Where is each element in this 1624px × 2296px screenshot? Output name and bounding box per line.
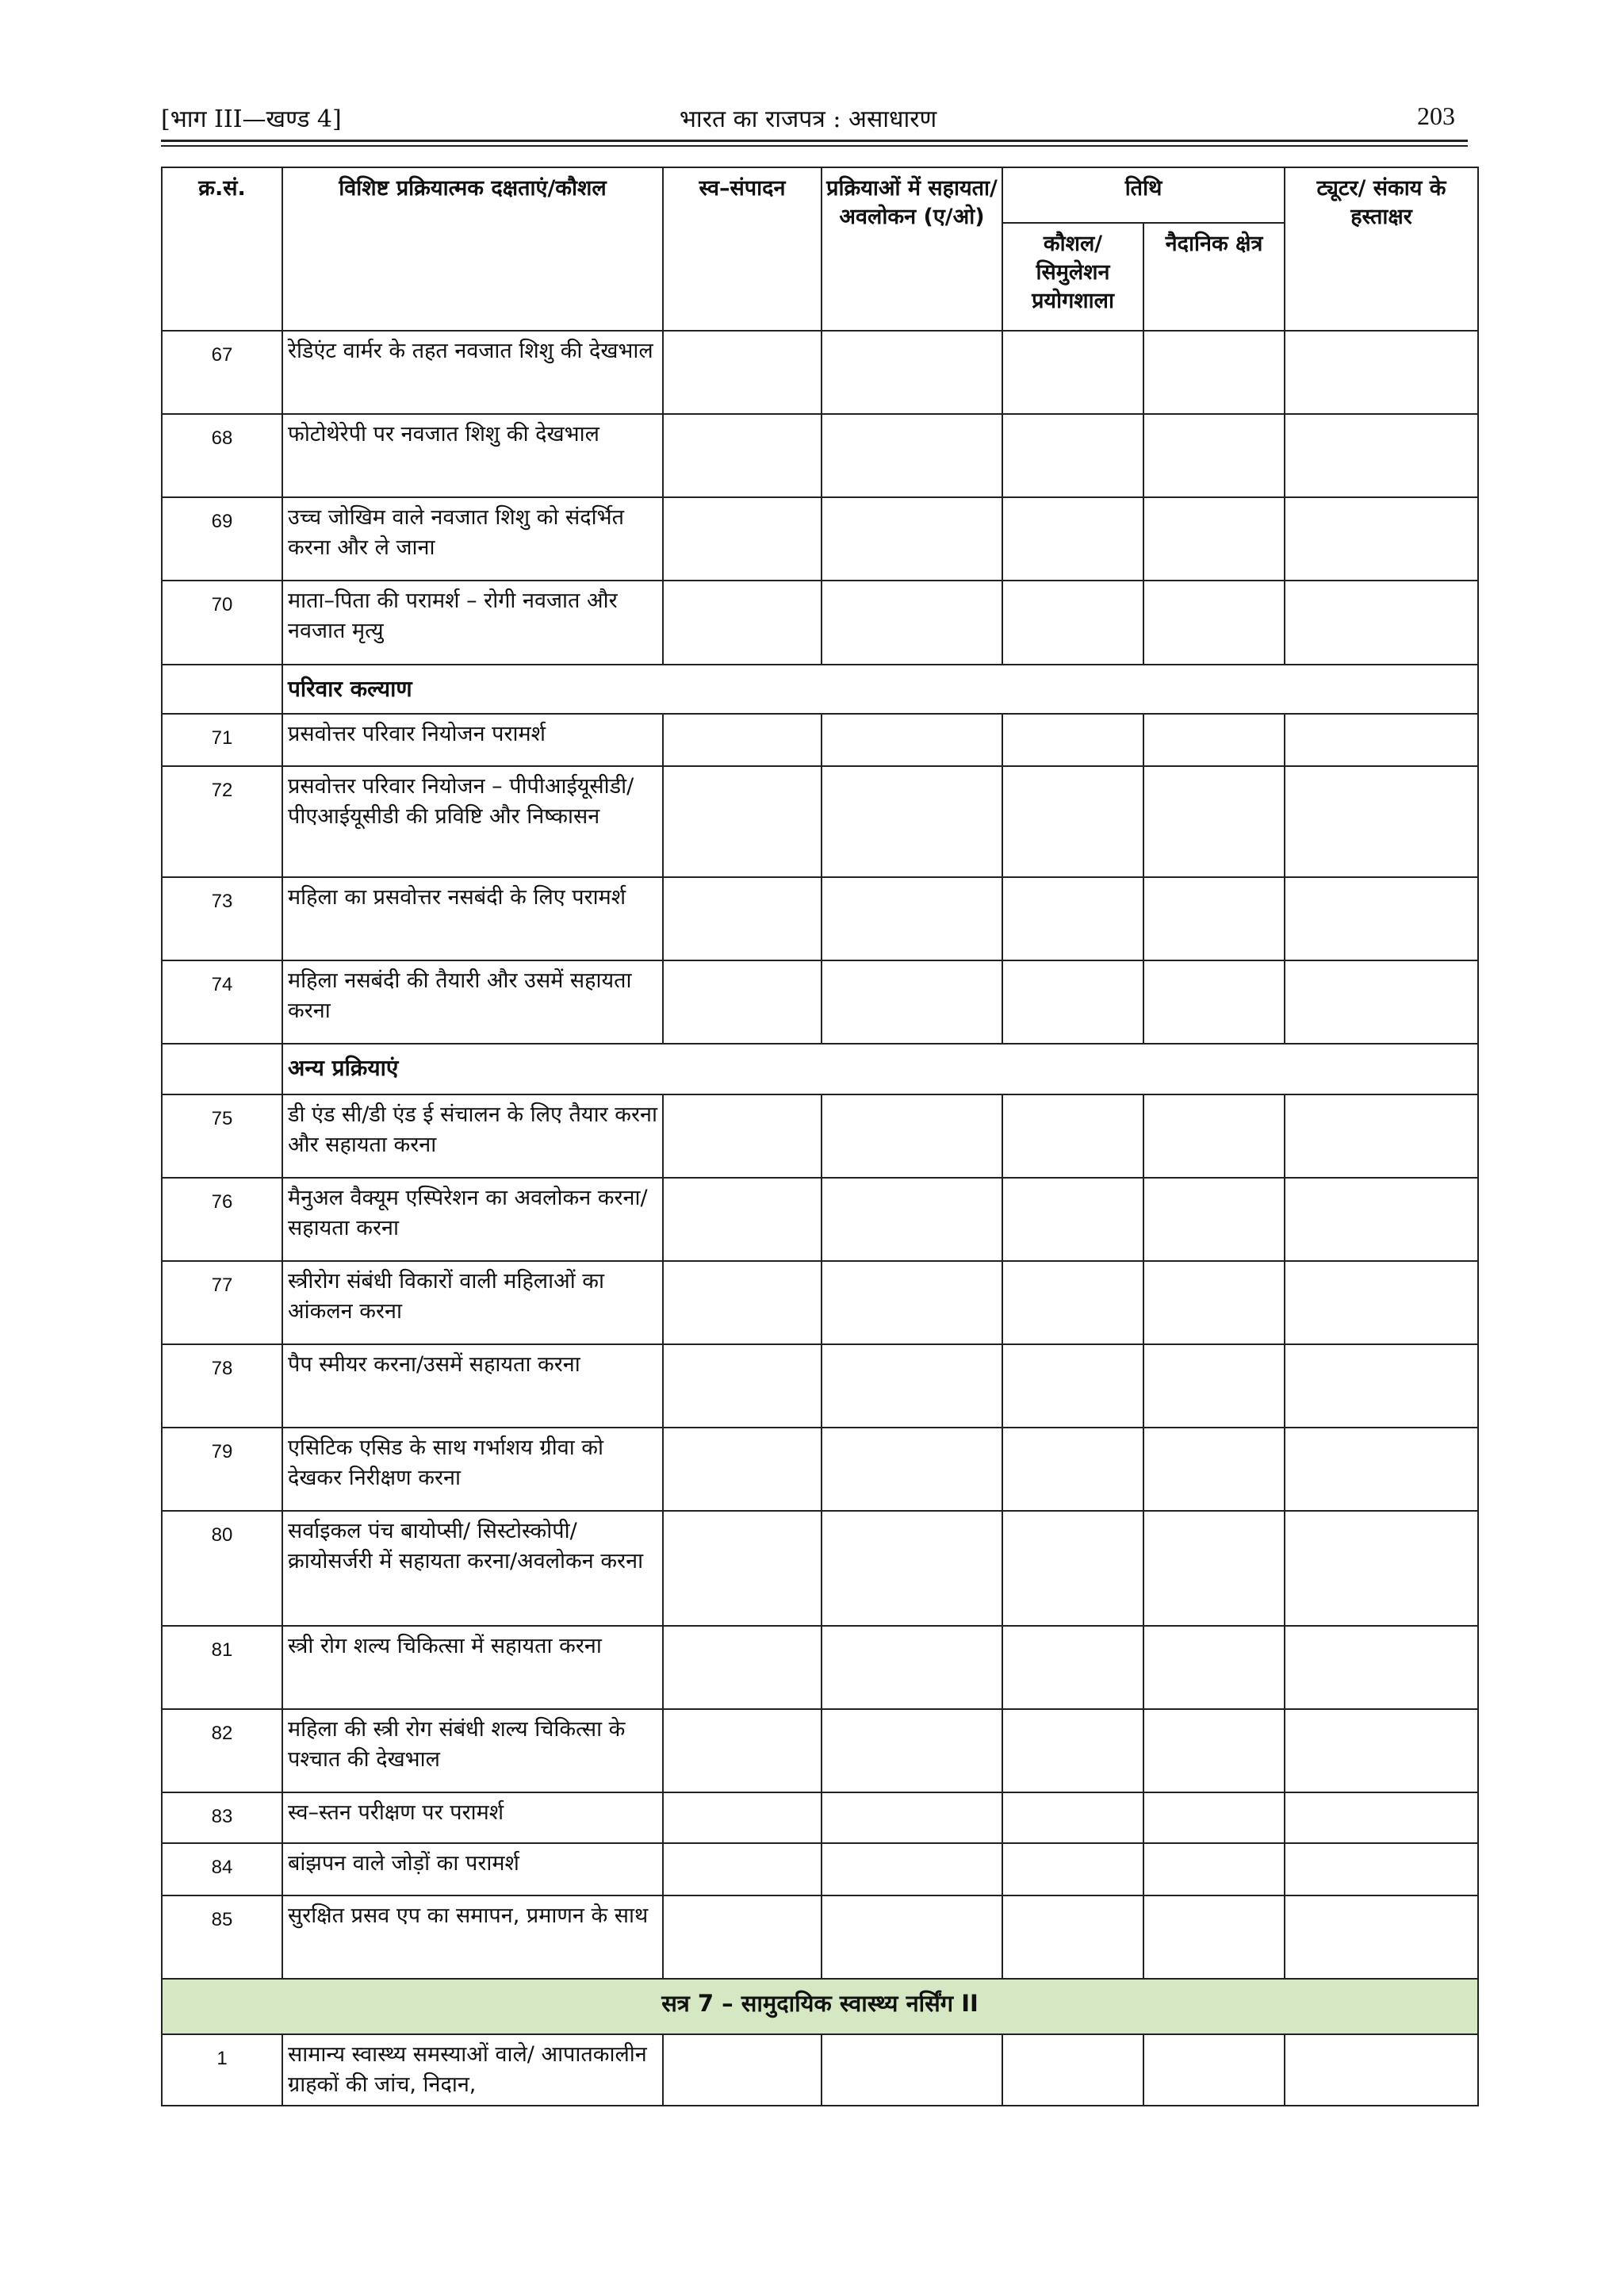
skill-text: महिला का प्रसवोत्तर नसबंदी के लिए परामर्श	[282, 877, 663, 960]
skill-lab-date-cell[interactable]	[1002, 1344, 1143, 1428]
assist-observe-cell[interactable]	[822, 581, 1002, 665]
assist-observe-cell[interactable]	[822, 960, 1002, 1044]
assist-observe-cell[interactable]	[822, 1626, 1002, 1709]
header-part-section: [भाग III—खण्ड 4]	[161, 105, 342, 133]
row-number: 67	[162, 331, 282, 414]
self-performed-cell[interactable]	[663, 497, 822, 581]
section-row	[162, 1044, 1478, 1094]
self-performed-cell[interactable]	[663, 1895, 822, 1979]
table-row	[162, 1792, 1478, 1843]
clinical-date-cell[interactable]	[1143, 497, 1285, 581]
assist-observe-cell[interactable]	[822, 877, 1002, 960]
assist-observe-cell[interactable]	[822, 1344, 1002, 1428]
table-row	[162, 1843, 1478, 1895]
row-number: 77	[162, 1261, 282, 1344]
assist-observe-cell[interactable]	[822, 1178, 1002, 1261]
header-rule-thin	[161, 145, 1468, 147]
row-number: 72	[162, 766, 282, 877]
row-number: 81	[162, 1626, 282, 1709]
skill-lab-date-cell[interactable]	[1002, 581, 1143, 665]
skill-text: स्त्री रोग शल्य चिकित्सा में सहायता करना	[282, 1626, 663, 1709]
row-number: 73	[162, 877, 282, 960]
skill-lab-date-cell[interactable]	[1002, 1261, 1143, 1344]
table-row	[162, 1895, 1478, 1979]
session-heading: सत्र 7 – सामुदायिक स्वास्थ्य नर्सिंग II	[162, 1979, 1478, 2034]
assist-observe-cell[interactable]	[822, 1843, 1002, 1895]
row-number: 75	[162, 1094, 282, 1178]
self-performed-cell[interactable]	[663, 1344, 822, 1428]
clinical-date-cell[interactable]	[1143, 1709, 1285, 1792]
skill-text: उच्च जोखिम वाले नवजात शिशु को संदर्भित करना और ले जाना	[282, 497, 663, 581]
row-number: 79	[162, 1428, 282, 1511]
col-header-date: तिथि	[1002, 167, 1285, 223]
skill-text: महिला नसबंदी की तैयारी और उसमें सहायता करना	[282, 960, 663, 1044]
signature-cell[interactable]	[1285, 2034, 1478, 2106]
table-row	[162, 497, 1478, 581]
col-header-skill-lab: कौशल/ सिमुलेशन प्रयोगशाला	[1002, 223, 1143, 331]
self-performed-cell[interactable]	[663, 414, 822, 497]
row-number: 78	[162, 1344, 282, 1428]
clinical-date-cell[interactable]	[1143, 331, 1285, 414]
skill-lab-date-cell[interactable]	[1002, 2034, 1143, 2106]
table-row	[162, 581, 1478, 665]
assist-observe-cell[interactable]	[822, 714, 1002, 766]
self-performed-cell[interactable]	[663, 1843, 822, 1895]
table-row	[162, 1626, 1478, 1709]
signature-cell[interactable]	[1285, 960, 1478, 1044]
row-number: 68	[162, 414, 282, 497]
self-performed-cell[interactable]	[663, 1709, 822, 1792]
signature-cell[interactable]	[1285, 1709, 1478, 1792]
skill-lab-date-cell[interactable]	[1002, 1792, 1143, 1843]
signature-cell[interactable]	[1285, 581, 1478, 665]
skill-lab-date-cell[interactable]	[1002, 1511, 1143, 1626]
skill-text: एसिटिक एसिड के साथ गर्भाशय ग्रीवा को देखकर निरीक्षण करना	[282, 1428, 663, 1511]
table-row	[162, 331, 1478, 414]
skill-text: प्रसवोत्तर परिवार नियोजन – पीपीआईयूसीडी/पीएआईयूसीडी की प्रविष्टि और निष्कासन	[282, 766, 663, 877]
table-row	[162, 877, 1478, 960]
assist-observe-cell[interactable]	[822, 1895, 1002, 1979]
table-row	[162, 1178, 1478, 1261]
table-row	[162, 1511, 1478, 1626]
row-number: 76	[162, 1178, 282, 1261]
self-performed-cell[interactable]	[663, 1511, 822, 1626]
clinical-date-cell[interactable]	[1143, 877, 1285, 960]
signature-cell[interactable]	[1285, 1511, 1478, 1626]
skill-lab-date-cell[interactable]	[1002, 1626, 1143, 1709]
clinical-date-cell[interactable]	[1143, 1094, 1285, 1178]
skill-text: फोटोथेरेपी पर नवजात शिशु की देखभाल	[282, 414, 663, 497]
assist-observe-cell[interactable]	[822, 1709, 1002, 1792]
self-performed-cell[interactable]	[663, 877, 822, 960]
skill-text: पैप स्मीयर करना/उसमें सहायता करना	[282, 1344, 663, 1428]
self-performed-cell[interactable]	[663, 1428, 822, 1511]
assist-observe-cell[interactable]	[822, 1792, 1002, 1843]
signature-cell[interactable]	[1285, 1344, 1478, 1428]
col-header-assist-observe: प्रक्रियाओं में सहायता/ अवलोकन (ए/ओ)	[822, 167, 1002, 331]
skill-lab-date-cell[interactable]	[1002, 1709, 1143, 1792]
skill-text: स्त्रीरोग संबंधी विकारों वाली महिलाओं का आंकलन करना	[282, 1261, 663, 1344]
row-number: 74	[162, 960, 282, 1044]
self-performed-cell[interactable]	[663, 714, 822, 766]
skill-lab-date-cell[interactable]	[1002, 414, 1143, 497]
assist-observe-cell[interactable]	[822, 1511, 1002, 1626]
skill-text: डी एंड सी/डी एंड ई संचालन के लिए तैयार करना और सहायता करना	[282, 1094, 663, 1178]
clinical-date-cell[interactable]	[1143, 2034, 1285, 2106]
row-number: 71	[162, 714, 282, 766]
signature-cell[interactable]	[1285, 1626, 1478, 1709]
skill-text: सामान्य स्वास्थ्य समस्याओं वाले/ आपातकालीन ग्राहकों की जांच, निदान,	[282, 2034, 663, 2106]
self-performed-cell[interactable]	[663, 2034, 822, 2106]
table-row	[162, 766, 1478, 877]
assist-observe-cell[interactable]	[822, 331, 1002, 414]
section-number-blank	[162, 1044, 282, 1094]
skill-text: रेडिएंट वार्मर के तहत नवजात शिशु की देखभाल	[282, 331, 663, 414]
assist-observe-cell[interactable]	[822, 2034, 1002, 2106]
self-performed-cell[interactable]	[663, 766, 822, 877]
skill-text: स्व–स्तन परीक्षण पर परामर्श	[282, 1792, 663, 1843]
table-row	[162, 414, 1478, 497]
clinical-date-cell[interactable]	[1143, 766, 1285, 877]
section-number-blank	[162, 665, 282, 714]
row-number: 83	[162, 1792, 282, 1843]
signature-cell[interactable]	[1285, 1178, 1478, 1261]
clinical-date-cell[interactable]	[1143, 1178, 1285, 1261]
row-number: 82	[162, 1709, 282, 1792]
clinical-date-cell[interactable]	[1143, 1626, 1285, 1709]
skill-lab-date-cell[interactable]	[1002, 960, 1143, 1044]
self-performed-cell[interactable]	[663, 581, 822, 665]
self-performed-cell[interactable]	[663, 1178, 822, 1261]
skill-lab-date-cell[interactable]	[1002, 497, 1143, 581]
table-row	[162, 1344, 1478, 1428]
session-row	[162, 1979, 1478, 2034]
clinical-date-cell[interactable]	[1143, 1261, 1285, 1344]
table-row	[162, 1261, 1478, 1344]
signature-cell[interactable]	[1285, 1428, 1478, 1511]
procedural-skills-table	[161, 167, 1479, 2106]
self-performed-cell[interactable]	[663, 1094, 822, 1178]
table-row	[162, 714, 1478, 766]
section-row	[162, 665, 1478, 714]
table-row	[162, 2034, 1478, 2106]
skill-lab-date-cell[interactable]	[1002, 1428, 1143, 1511]
signature-cell[interactable]	[1285, 1261, 1478, 1344]
skill-text: सर्वाइकल पंच बायोप्सी/ सिस्टोस्कोपी/क्रायोसर्जरी में सहायता करना/अवलोकन करना	[282, 1511, 663, 1626]
skill-text: प्रसवोत्तर परिवार नियोजन परामर्श	[282, 714, 663, 766]
signature-cell[interactable]	[1285, 331, 1478, 414]
col-header-signature: ट्यूटर/ संकाय के हस्ताक्षर	[1285, 167, 1478, 331]
signature-cell[interactable]	[1285, 497, 1478, 581]
assist-observe-cell[interactable]	[822, 1428, 1002, 1511]
self-performed-cell[interactable]	[663, 1626, 822, 1709]
assist-observe-cell[interactable]	[822, 1094, 1002, 1178]
skill-lab-date-cell[interactable]	[1002, 331, 1143, 414]
self-performed-cell[interactable]	[663, 331, 822, 414]
page-number: 203	[1417, 102, 1455, 130]
col-header-sno: क्र.सं.	[162, 167, 282, 331]
skill-lab-date-cell[interactable]	[1002, 766, 1143, 877]
skill-text: बांझपन वाले जोड़ों का परामर्श	[282, 1843, 663, 1895]
skill-lab-date-cell[interactable]	[1002, 1178, 1143, 1261]
table-row	[162, 1428, 1478, 1511]
row-number: 80	[162, 1511, 282, 1626]
row-number: 69	[162, 497, 282, 581]
skill-lab-date-cell[interactable]	[1002, 1843, 1143, 1895]
row-number: 70	[162, 581, 282, 665]
self-performed-cell[interactable]	[663, 1792, 822, 1843]
section-heading-other-procedures: अन्य प्रक्रियाएं	[282, 1044, 1478, 1094]
skill-text: माता–पिता की परामर्श – रोगी नवजात और नवजात मृत्यु	[282, 581, 663, 665]
table-row	[162, 960, 1478, 1044]
signature-cell[interactable]	[1285, 714, 1478, 766]
row-number: 85	[162, 1895, 282, 1979]
assist-observe-cell[interactable]	[822, 766, 1002, 877]
col-header-clinical-area: नैदानिक क्षेत्र	[1143, 223, 1285, 331]
table-row	[162, 1094, 1478, 1178]
clinical-date-cell[interactable]	[1143, 714, 1285, 766]
col-header-skill: विशिष्ट प्रक्रियात्मक दक्षताएं/कौशल	[282, 167, 663, 331]
skill-lab-date-cell[interactable]	[1002, 1094, 1143, 1178]
table-row	[162, 1709, 1478, 1792]
clinical-date-cell[interactable]	[1143, 1843, 1285, 1895]
signature-cell[interactable]	[1285, 414, 1478, 497]
assist-observe-cell[interactable]	[822, 414, 1002, 497]
self-performed-cell[interactable]	[663, 1261, 822, 1344]
clinical-date-cell[interactable]	[1143, 1428, 1285, 1511]
skill-text: सुरक्षित प्रसव एप का समापन, प्रमाणन के साथ	[282, 1895, 663, 1979]
signature-cell[interactable]	[1285, 1792, 1478, 1843]
col-header-self-performed: स्व–संपादन	[663, 167, 822, 331]
clinical-date-cell[interactable]	[1143, 1792, 1285, 1843]
skill-lab-date-cell[interactable]	[1002, 1895, 1143, 1979]
skill-lab-date-cell[interactable]	[1002, 714, 1143, 766]
clinical-date-cell[interactable]	[1143, 1344, 1285, 1428]
self-performed-cell[interactable]	[663, 960, 822, 1044]
clinical-date-cell[interactable]	[1143, 414, 1285, 497]
skill-text: मैनुअल वैक्यूम एस्पिरेशन का अवलोकन करना/सहायता करना	[282, 1178, 663, 1261]
clinical-date-cell[interactable]	[1143, 581, 1285, 665]
clinical-date-cell[interactable]	[1143, 1895, 1285, 1979]
clinical-date-cell[interactable]	[1143, 1511, 1285, 1626]
skill-text: महिला की स्त्री रोग संबंधी शल्य चिकित्सा के पश्चात की देखभाल	[282, 1709, 663, 1792]
skill-lab-date-cell[interactable]	[1002, 877, 1143, 960]
header-rule-thick	[161, 140, 1468, 142]
assist-observe-cell[interactable]	[822, 497, 1002, 581]
signature-cell[interactable]	[1285, 1094, 1478, 1178]
row-number: 84	[162, 1843, 282, 1895]
signature-cell[interactable]	[1285, 1895, 1478, 1979]
signature-cell[interactable]	[1285, 1843, 1478, 1895]
row-number: 1	[162, 2034, 282, 2106]
header-publication-title: भारत का राजपत्र : असाधारण	[679, 105, 937, 133]
signature-cell[interactable]	[1285, 766, 1478, 877]
page-header	[161, 102, 1455, 136]
clinical-date-cell[interactable]	[1143, 960, 1285, 1044]
signature-cell[interactable]	[1285, 877, 1478, 960]
section-heading-family-welfare: परिवार कल्याण	[282, 665, 1478, 714]
assist-observe-cell[interactable]	[822, 1261, 1002, 1344]
